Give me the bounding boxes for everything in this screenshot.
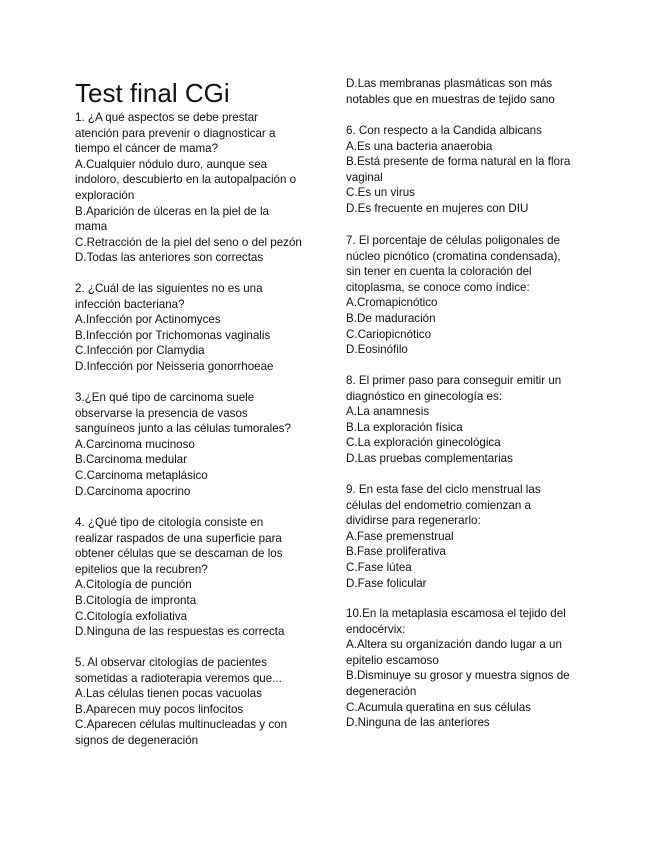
option-d: D.Fase folicular: [346, 576, 427, 590]
option-b: B.Carcinoma medular: [75, 453, 188, 467]
option-c: C.Es un virus: [346, 186, 415, 200]
question-text: 9. En esta fase del ciclo menstrual las células del endometrio comienzan a dividirse para regenerarlo:: [346, 483, 541, 528]
option-d: D.Todas las anteriores son correctas: [75, 251, 264, 265]
option-b: B.Está presente de forma natural en la flora vaginal: [346, 155, 571, 184]
question-4: [75, 515, 315, 640]
option-a: A.Las células tienen pocas vacuolas: [75, 687, 262, 701]
option-d: D.Carcinoma apocrino: [75, 484, 191, 498]
question-9: [346, 482, 582, 591]
question-5: [75, 655, 315, 749]
option-b: B.Aparecen muy pocos linfocitos: [75, 702, 244, 716]
option-b: B.Fase proliferativa: [346, 545, 446, 559]
question-text: 7. El porcentaje de células poligonales de núcleo picnótico (cromatina condensada), sin tener en cuenta la coloración del citoplasma, se conoce como índice:: [346, 234, 561, 294]
option-a: A.Fase premenstrual: [346, 529, 454, 543]
option-d: D.Infección por Neisseria gonorrhoeae: [75, 359, 274, 373]
question-text: 5. Al observar citologías de pacientes sometidas a radioterapia veremos que...: [75, 656, 282, 685]
option-b: B.La exploración física: [346, 420, 463, 434]
option-a: A.La anamnesis: [346, 405, 430, 419]
question-2: [75, 281, 315, 375]
option-b: B.Citología de impronta: [75, 593, 197, 607]
question-text: 1. ¿A qué aspectos se debe prestar atención para prevenir o diagnosticar a tiempo el cáncer de mama?: [75, 111, 276, 156]
question-text: 10.En la metaplasia escamosa el tejido del endocérvix:: [346, 607, 566, 636]
option-c: C.Carcinoma metaplásico: [75, 468, 208, 482]
option-b: B.Aparición de úlceras en la piel de la mama: [75, 204, 269, 234]
option-d: D.Es frecuente en mujeres con DIU: [346, 201, 529, 215]
option-a: A.Carcinoma mucinoso: [75, 437, 195, 451]
option-c: C.Fase lútea: [346, 560, 412, 574]
option-c: C.La exploración ginecológica: [346, 436, 501, 450]
option-d: D.Eosinófilo: [346, 343, 408, 357]
option-c: C.Retracción de la piel del seno o del pezón: [75, 235, 302, 249]
question-1: [75, 110, 315, 266]
question-5-continued: [346, 76, 582, 107]
question-text: 6. Con respecto a la Candida albicans: [346, 124, 542, 137]
option-d: D.Ninguna de las respuestas es correcta: [75, 625, 285, 639]
option-c: C.Acumula queratina en sus células: [346, 700, 531, 714]
question-text: 3.¿En qué tipo de carcinoma suele observarse la presencia de vasos sanguíneos junto a las células tumorales?: [75, 391, 291, 436]
question-8: [346, 373, 582, 467]
option-a: A.Altera su organización dando lugar a un epitelio escamoso: [346, 638, 562, 667]
option-b: B.De maduración: [346, 311, 436, 325]
option-b: B.Disminuye su grosor y muestra signos de degeneración: [346, 669, 570, 698]
question-text: 2. ¿Cuál de las siguientes no es una infección bacteriana?: [75, 282, 263, 311]
option-c: C.Aparecen células multinucleadas y con signos de degeneración: [75, 718, 288, 747]
question-7: [346, 233, 582, 358]
option-a: A.Es una bacteria anaerobia: [346, 139, 493, 153]
option-b: B.Infección por Trichomonas vaginalis: [75, 328, 271, 342]
question-text: 4. ¿Qué tipo de citología consiste en realizar raspados de una superficie para obtener células que se descaman de los epitelios que la recubren?: [75, 516, 283, 576]
doc-title: Test final CGi: [75, 78, 230, 108]
question-10: [346, 606, 582, 731]
option-c: C.Citología exfoliativa: [75, 609, 188, 623]
option-a: A.Cualquier nódulo duro, aunque sea indoloro, descubierto en la autopalpación o exploración: [75, 157, 297, 202]
question-6: [346, 123, 582, 217]
option-c: C.Cariopicnótico: [346, 327, 432, 341]
option-a: A.Cromapicnótico: [346, 296, 438, 310]
question-3: [75, 390, 315, 499]
option-d: D.Las pruebas complementarias: [346, 451, 513, 465]
option-a: A.Infección por Actinomyces: [75, 313, 221, 327]
option-c: C.Infección por Clamydia: [75, 344, 205, 358]
option-d: D.Las membranas plasmáticas son más notables que en muestras de tejido sano: [346, 77, 555, 106]
option-a: A.Citología de punción: [75, 578, 192, 592]
question-text: 8. El primer paso para conseguir emitir un diagnóstico en ginecología es:: [346, 374, 562, 403]
option-d: D.Ninguna de las anteriores: [346, 716, 490, 730]
